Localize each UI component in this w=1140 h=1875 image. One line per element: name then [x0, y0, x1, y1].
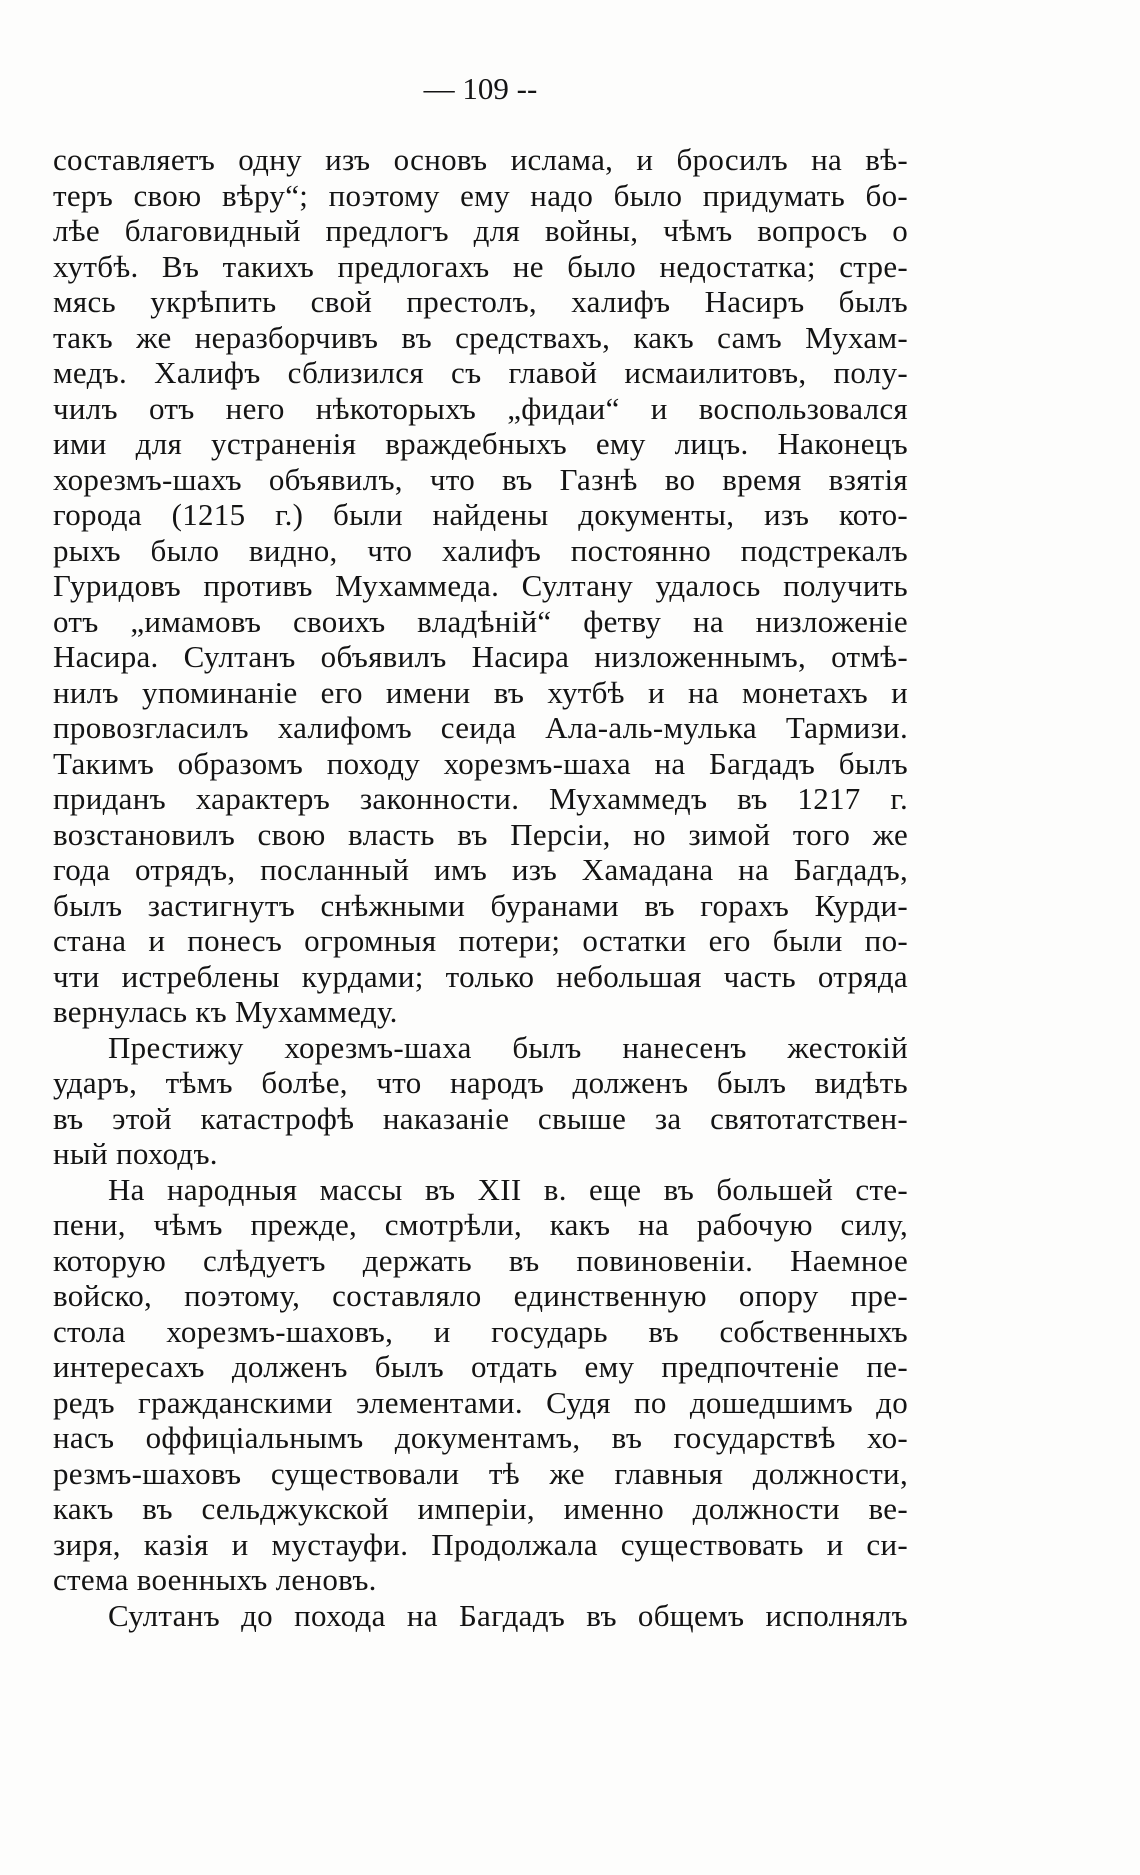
text-line: теръ свою вѣру“; поэтому ему надо было придумать бо-: [53, 177, 908, 213]
text-line: Султанъ до похода на Багдадъ въ общемъ исполнялъ: [108, 1597, 908, 1633]
text-line: зиря, казія и мустауфи. Продолжала существовать и си-: [53, 1526, 908, 1562]
text-line: стола хорезмъ-шаховъ, и государь въ собственныхъ: [53, 1313, 908, 1349]
text-line: редъ гражданскими элементами. Судя по дошедшимъ до: [53, 1384, 908, 1420]
text-line: стана и понесъ огромныя потери; остатки его были по-: [53, 923, 908, 958]
text-line: рыхъ было видно, что халифъ постоянно подстрекалъ: [53, 532, 908, 568]
paragraph: [53, 1030, 908, 1172]
text-line: войско, поэтому, составляло единственную опору пре-: [53, 1278, 908, 1313]
text-line: отъ „имамовъ своихъ владѣній“ фетву на низложеніе: [53, 603, 908, 639]
text-line: насъ оффиціальнымъ документамъ, въ государствѣ хо-: [53, 1420, 908, 1455]
text-line: медъ. Халифъ сблизился съ главой исмаилитовъ, полу-: [53, 355, 908, 390]
text-line: Такимъ образомъ походу хорезмъ-шаха на Багдадъ былъ: [53, 745, 908, 781]
paragraph: [53, 142, 908, 1030]
text-line: ный походъ.: [53, 1136, 218, 1171]
text-line: года отрядъ, посланный имъ изъ Хамадана на Багдадъ,: [53, 852, 908, 887]
text-line: Насира. Султанъ объявилъ Насира низложеннымъ, отмѣ-: [53, 639, 908, 674]
text-line: былъ застигнутъ снѣжными буранами въ горахъ Курди-: [53, 887, 908, 923]
text-line: ими для устраненія враждебныхъ ему лицъ. Наконецъ: [53, 426, 908, 461]
text-line: стема военныхъ леновъ.: [53, 1562, 377, 1597]
text-line: хорезмъ-шахъ объявилъ, что въ Газнѣ во время взятія: [53, 461, 908, 497]
text-block: [53, 142, 908, 1633]
text-line: провозгласилъ халифомъ сеида Ала-аль-мулька Тармизи.: [53, 710, 908, 745]
text-line: вернулась къ Мухаммеду.: [53, 994, 398, 1029]
text-line: такъ же неразборчивъ въ средствахъ, какъ самъ Мухам-: [53, 319, 908, 355]
text-line: нилъ упоминаніе его имени въ хутбѣ и на монетахъ и: [53, 674, 908, 710]
text-line: какъ въ сельджукской имперіи, именно должности ве-: [53, 1491, 908, 1526]
text-line: чти истреблены курдами; только небольшая часть отряда: [53, 958, 908, 994]
text-line: чилъ отъ него нѣкоторыхъ „фидаи“ и воспользовался: [53, 390, 908, 426]
text-line: въ этой катастрофѣ наказаніе свыше за святотатствен-: [53, 1100, 908, 1136]
text-line: составляетъ одну изъ основъ ислама, и бросилъ на вѣ-: [53, 142, 908, 177]
text-line: резмъ-шаховъ существовали тѣ же главныя должности,: [53, 1455, 908, 1491]
text-line: ударъ, тѣмъ болѣе, что народъ долженъ былъ видѣть: [53, 1065, 908, 1100]
text-line: лѣе благовидный предлогъ для войны, чѣмъ вопросъ о: [53, 213, 908, 248]
text-line: На народныя массы въ XII в. еще въ большей сте-: [108, 1171, 908, 1207]
text-line: мясь укрѣпить свой престолъ, халифъ Насиръ былъ: [53, 284, 908, 319]
page-number: — 109 --: [423, 71, 538, 106]
text-line: Престижу хорезмъ-шаха былъ нанесенъ жестокій: [108, 1029, 908, 1065]
text-line: пени, чѣмъ прежде, смотрѣли, какъ на рабочую силу,: [53, 1207, 908, 1242]
paragraph: [53, 1172, 908, 1598]
text-line: интересахъ долженъ былъ отдать ему предпочтеніе пе-: [53, 1349, 908, 1384]
text-line: города (1215 г.) были найдены документы, изъ кото-: [53, 497, 908, 532]
text-line: которую слѣдуетъ держать въ повиновеніи. Наемное: [53, 1242, 908, 1278]
text-line: хутбѣ. Въ такихъ предлогахъ не было недостатка; стре-: [53, 248, 908, 284]
paragraph: [53, 1598, 908, 1634]
text-line: возстановилъ свою власть въ Персіи, но зимой того же: [53, 816, 908, 852]
text-line: приданъ характеръ законности. Мухаммедъ въ 1217 г.: [53, 781, 908, 816]
text-line: Гуридовъ противъ Мухаммеда. Султану удалось получить: [53, 568, 908, 603]
